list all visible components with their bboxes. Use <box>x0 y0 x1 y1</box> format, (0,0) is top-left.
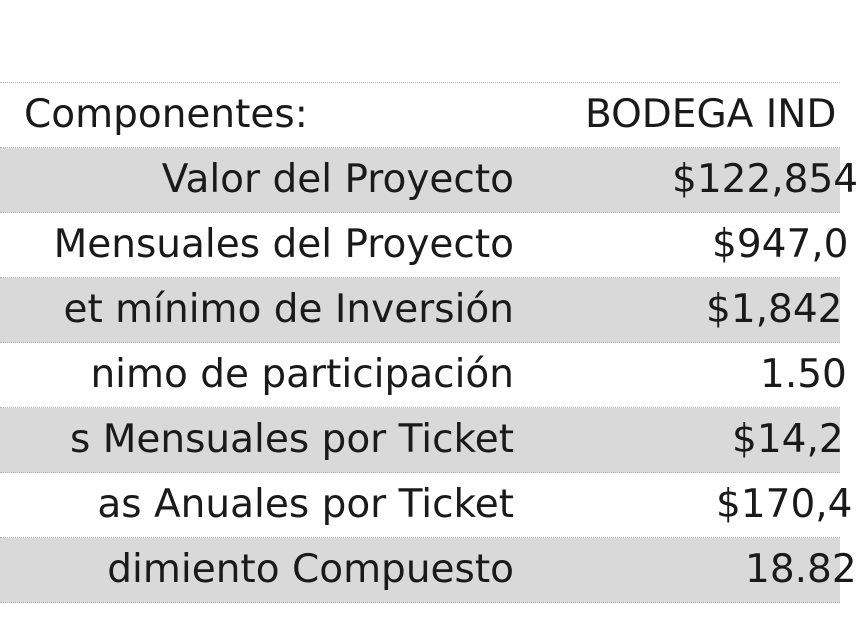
row-label: Valor del Proyecto <box>161 157 514 202</box>
row-value: $122,854 <box>672 157 858 202</box>
row-label: as Anuales por Ticket <box>97 482 514 527</box>
row-value: $14,2 <box>732 417 844 462</box>
row-value: $947,0 <box>712 222 849 267</box>
header-label: Componentes: <box>24 92 308 137</box>
table-row <box>0 213 849 278</box>
row-label: dimiento Compuesto <box>107 547 514 592</box>
row-label: s Mensuales por Ticket <box>70 417 514 462</box>
row-label: Mensuales del Proyecto <box>53 222 514 267</box>
table-row <box>0 408 844 473</box>
table-row <box>0 278 843 343</box>
header-value: BODEGA IND <box>585 92 837 137</box>
row-value: $170,4 <box>716 482 853 527</box>
row-label: nimo de participación <box>90 352 514 397</box>
table-row <box>0 473 853 538</box>
row-value: 18.82 <box>745 547 857 592</box>
table-row <box>0 343 847 408</box>
table-row <box>0 148 858 213</box>
table-header-row <box>0 83 840 148</box>
row-label: et mínimo de Inversión <box>63 287 514 332</box>
row-value: $1,842 <box>706 287 843 332</box>
row-value: 1.50 <box>760 352 847 397</box>
table-row <box>0 538 857 603</box>
investment-table <box>0 82 858 603</box>
